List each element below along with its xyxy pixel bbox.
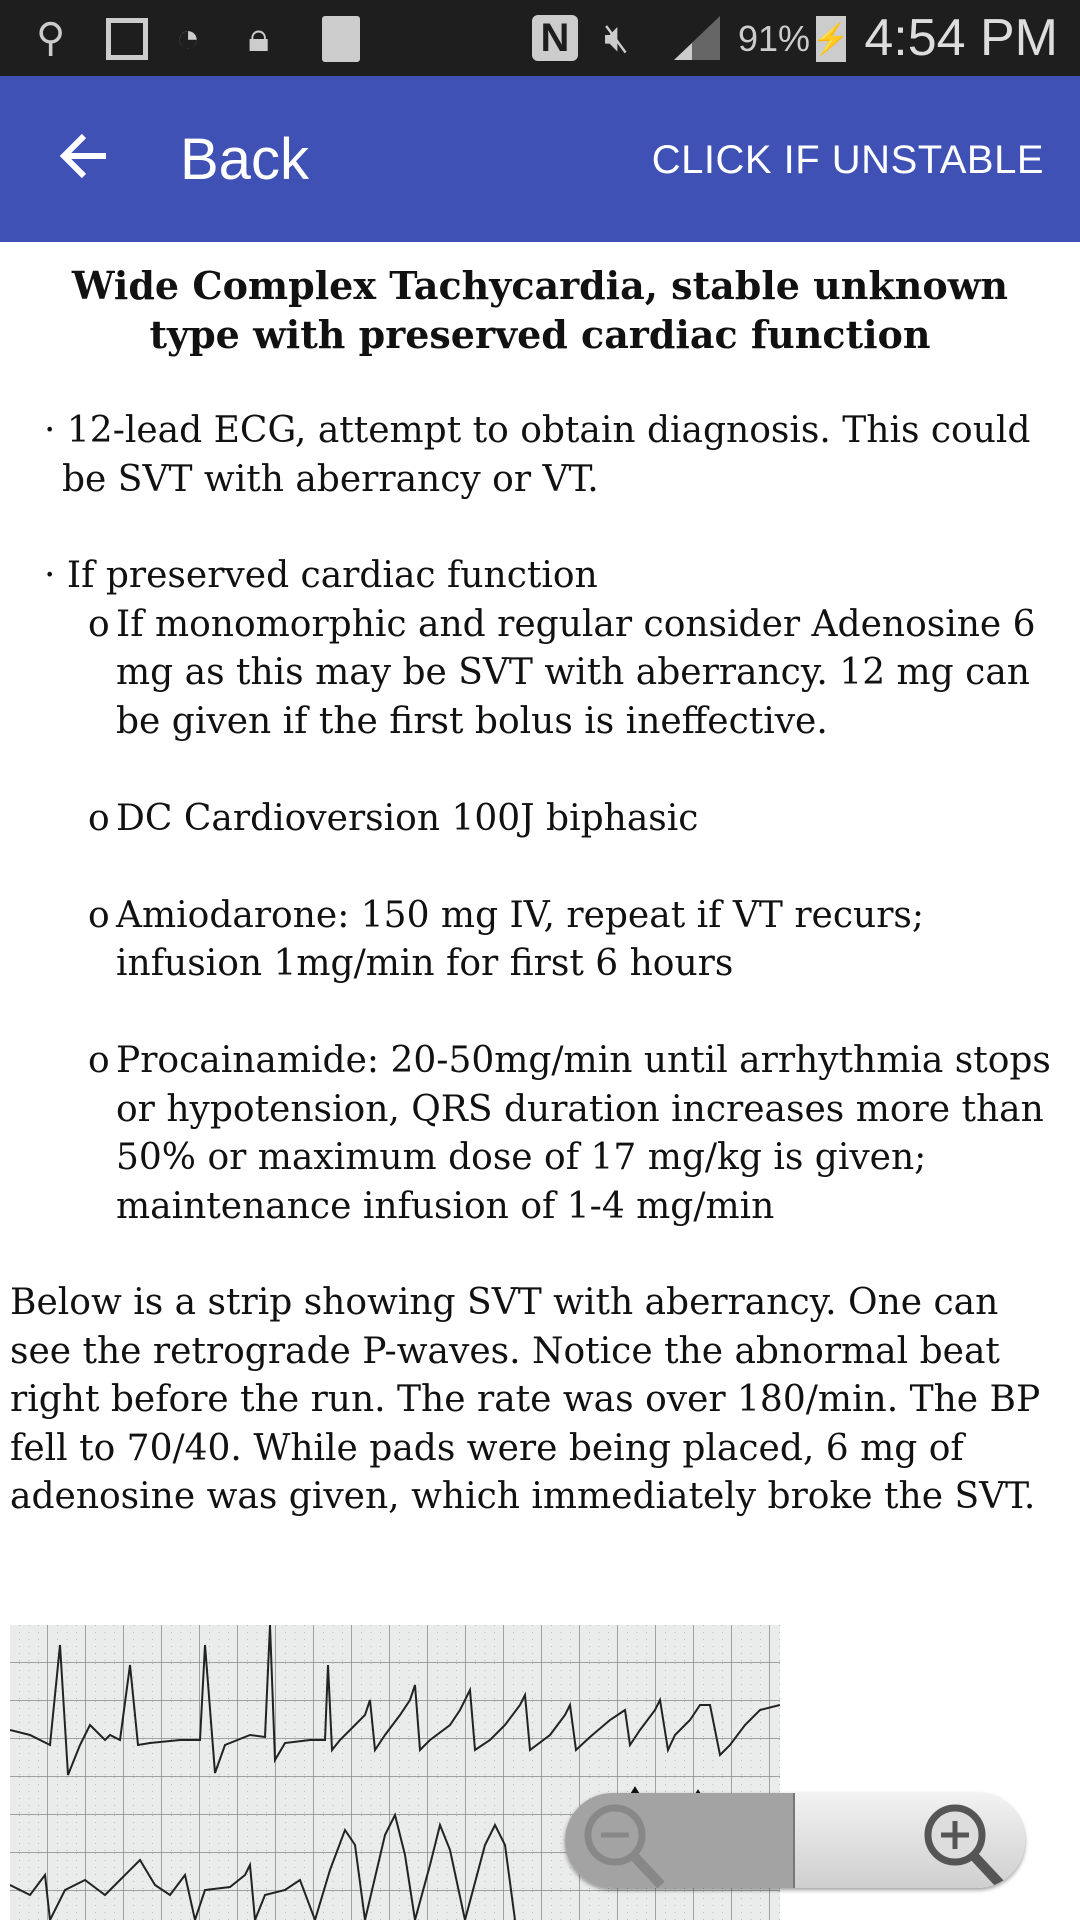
click-if-unstable-button[interactable]: CLICK IF UNSTABLE xyxy=(651,138,1044,182)
usb-icon: ⚲ xyxy=(36,16,66,60)
mute-icon: 🔇︎ xyxy=(604,15,630,60)
sub-item-text: Procainamide: 20-50mg/min until arrhythmia stops or hypotension, QRS duration increases more than 50% or maximum dose of 17 mg/kg is given; maintenance infusion of 1-4 mg/min xyxy=(116,1040,1051,1227)
sub-item-adenosine xyxy=(10,601,1070,747)
sub-item-text: If monomorphic and regular consider Adenosine 6 mg as this may be SVT with aberrancy. 12 mg can be given if the first bolus is ineffective. xyxy=(116,603,1036,742)
article xyxy=(10,262,1070,1522)
page-title: Wide Complex Tachycardia, stable unknown type with preserved cardiac function xyxy=(71,263,1009,357)
sub-marker: o xyxy=(88,797,110,839)
battery-percent: 91% xyxy=(738,18,811,59)
sub-item-text: DC Cardioversion 100J biphasic xyxy=(116,797,699,839)
wifi-question-icon: ◔ xyxy=(176,15,201,60)
back-arrow-icon[interactable] xyxy=(58,128,110,184)
status-bar xyxy=(0,0,1080,76)
sub-item-amiodarone xyxy=(10,892,1070,989)
clock: 4:54 PM xyxy=(864,9,1058,67)
sub-marker: o xyxy=(88,894,110,936)
zoom-in-button[interactable] xyxy=(795,1793,1025,1888)
battery-charging-icon: ⚡ xyxy=(816,16,846,62)
app-bar xyxy=(0,76,1080,242)
sub-marker: o xyxy=(88,603,110,645)
sub-item-procainamide xyxy=(10,1037,1070,1231)
back-button[interactable]: Back xyxy=(180,127,309,192)
zoom-out-icon xyxy=(565,1793,675,1888)
sub-item-cardioversion xyxy=(10,795,1070,844)
lock-warning-icon: 🔒︎ xyxy=(248,15,270,60)
ecg-description: Below is a strip showing SVT with aberrancy. One can see the retrograde P-waves. Notice the abnormal beat right before the run. The rate was over 180/min. The BP fell to 70/40. While pads were being placed, 6 mg of adenosine was given, which immediately broke the SVT. xyxy=(10,1282,1041,1517)
sub-item-text: Amiodarone: 150 mg IV, repeat if VT recurs; infusion 1mg/min for first 6 hours xyxy=(116,894,925,984)
bullet-ecg: · 12-lead ECG, attempt to obtain diagnosis. This could be SVT with aberrancy or VT. xyxy=(44,410,1031,500)
sub-marker: o xyxy=(88,1040,110,1081)
sim-warning-icon xyxy=(322,16,360,62)
zoom-in-icon xyxy=(907,1793,1017,1888)
signal-icon xyxy=(672,14,722,62)
image-icon xyxy=(106,18,148,60)
zoom-controls xyxy=(565,1793,1025,1888)
bullet-preserved-function: · If preserved cardiac function xyxy=(44,555,598,596)
nfc-icon: N xyxy=(532,15,578,61)
zoom-out-button[interactable] xyxy=(565,1793,795,1888)
